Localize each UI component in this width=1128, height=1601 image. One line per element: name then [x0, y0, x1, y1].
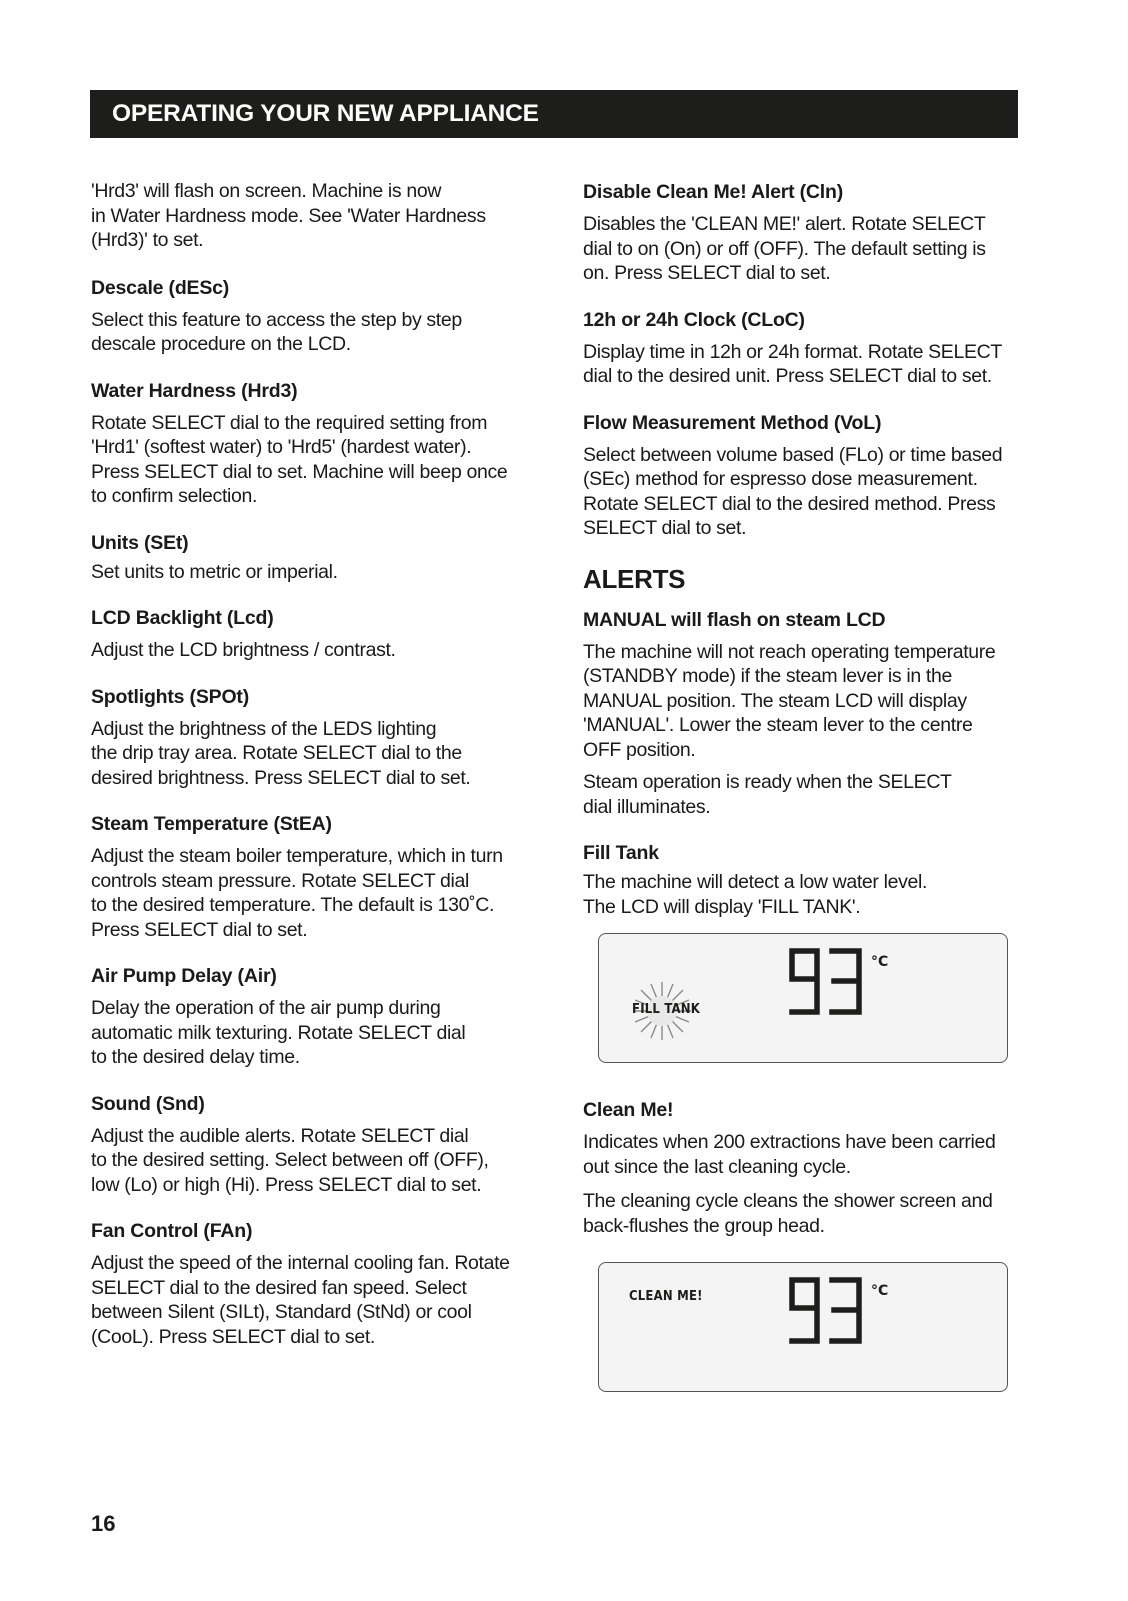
fan-body: Adjust the speed of the internal cooling fan. Rotate SELECT dial to the desired fan speed. Select between Silent (SILt), Standard (StNd) or cool (CooL). Press SELECT dial to set. [91, 1252, 510, 1348]
right-column [583, 179, 1043, 1392]
backlight-body: Adjust the LCD brightness / contrast. [91, 639, 396, 661]
fan-title: Fan Control (FAn) [91, 1220, 253, 1242]
spotlights-body: Adjust the brightness of the LEDS lighting the drip tray area. Rotate SELECT dial to the desired brightness. Press SELECT dial to set. [91, 717, 471, 789]
page-title: OPERATING YOUR NEW APPLIANCE [112, 100, 539, 127]
clock-body: Display time in 12h or 24h format. Rotate SELECT dial to the desired unit. Press SELECT dial to set. [583, 340, 1002, 387]
sound-body: Adjust the audible alerts. Rotate SELECT dial to the desired setting. Select between off (OFF), low (Lo) or high (Hi). Press SELECT dial to set. [91, 1124, 489, 1196]
steam-temp-body: Adjust the steam boiler temperature, which in turn controls steam pressure. Rotate SELECT dial to the desired temperature. The default is 130˚C. Press SELECT dial to set. [91, 845, 503, 941]
fill-tank-body: The machine will detect a low water level. The LCD will display 'FILL TANK'. [583, 871, 928, 918]
manual-ready-text: Steam operation is ready when the SELECT dial illuminates. [583, 771, 952, 818]
flow-body: Select between volume based (FLo) or time based (SEc) method for espresso dose measurement. Rotate SELECT dial to the desired method. Press SELECT dial to set. [583, 443, 1003, 539]
clean-alert-title: Disable Clean Me! Alert (Cln) [583, 181, 844, 203]
page-header [90, 90, 1018, 138]
sound-title: Sound (Snd) [91, 1092, 205, 1115]
left-column [91, 179, 551, 1349]
clean-me-body: Indicates when 200 extractions have been carried out since the last cleaning cycle. [583, 1131, 996, 1178]
descale-body: Select this feature to access the step by step descale procedure on the LCD. [91, 308, 462, 355]
steam-temp-title: Steam Temperature (StEA) [91, 813, 332, 835]
backlight-title: LCD Backlight (Lcd) [91, 607, 274, 629]
manual-title: MANUAL will flash on steam LCD [583, 608, 886, 631]
lcd-unit-label: °C [871, 1283, 889, 1299]
spotlights-title: Spotlights (SPOt) [91, 685, 249, 708]
units-body: Set units to metric or imperial. [91, 560, 338, 583]
alerts-heading: ALERTS [583, 563, 686, 594]
air-pump-body: Delay the operation of the air pump during automatic milk texturing. Rotate SELECT dial to the desired delay time. [91, 997, 466, 1068]
lcd-display-fill-tank [598, 933, 1008, 1063]
hardness-title: Water Hardness (Hrd3) [91, 379, 298, 402]
lcd-clean-me-label: CLEAN ME! [629, 1289, 703, 1304]
clock-title: 12h or 24h Clock (CLoC) [583, 308, 805, 331]
clean-me-cycle-text: The cleaning cycle cleans the shower screen and back-flushes the group head. [583, 1190, 993, 1237]
units-title: Units (SEt) [91, 531, 189, 554]
fill-tank-title: Fill Tank [583, 842, 659, 864]
lcd-temperature-digits [787, 946, 865, 1018]
clean-alert-body: Disables the 'CLEAN ME!' alert. Rotate SELECT dial to on (On) or off (OFF). The default setting is on. Press SELECT dial to set. [583, 213, 986, 284]
intro-text: 'Hrd3' will flash on screen. Machine is now in Water Hardness mode. See 'Water Hardness (Hrd3)' to set. [91, 180, 486, 251]
lcd-unit-label: °C [871, 954, 889, 970]
air-pump-title: Air Pump Delay (Air) [91, 965, 277, 987]
hardness-body: Rotate SELECT dial to the required setting from 'Hrd1' (softest water) to 'Hrd5' (hardest water). Press SELECT dial to set. Machine will beep once to confirm selection. [91, 411, 508, 507]
lcd-fill-tank-label: FILL TANK [632, 1002, 700, 1017]
flow-title: Flow Measurement Method (VoL) [583, 411, 882, 434]
clean-me-title: Clean Me! [583, 1099, 674, 1121]
lcd-display-clean-me [598, 1262, 1008, 1392]
manual-body: The machine will not reach operating temperature (STANDBY mode) if the steam lever is in the MANUAL position. The steam LCD will display 'MANUAL'. Lower the steam lever to the centre OFF position. [583, 640, 996, 761]
lcd-temperature-digits [787, 1275, 865, 1347]
descale-title: Descale (dESc) [91, 276, 230, 299]
page-number: 16 [91, 1511, 116, 1536]
